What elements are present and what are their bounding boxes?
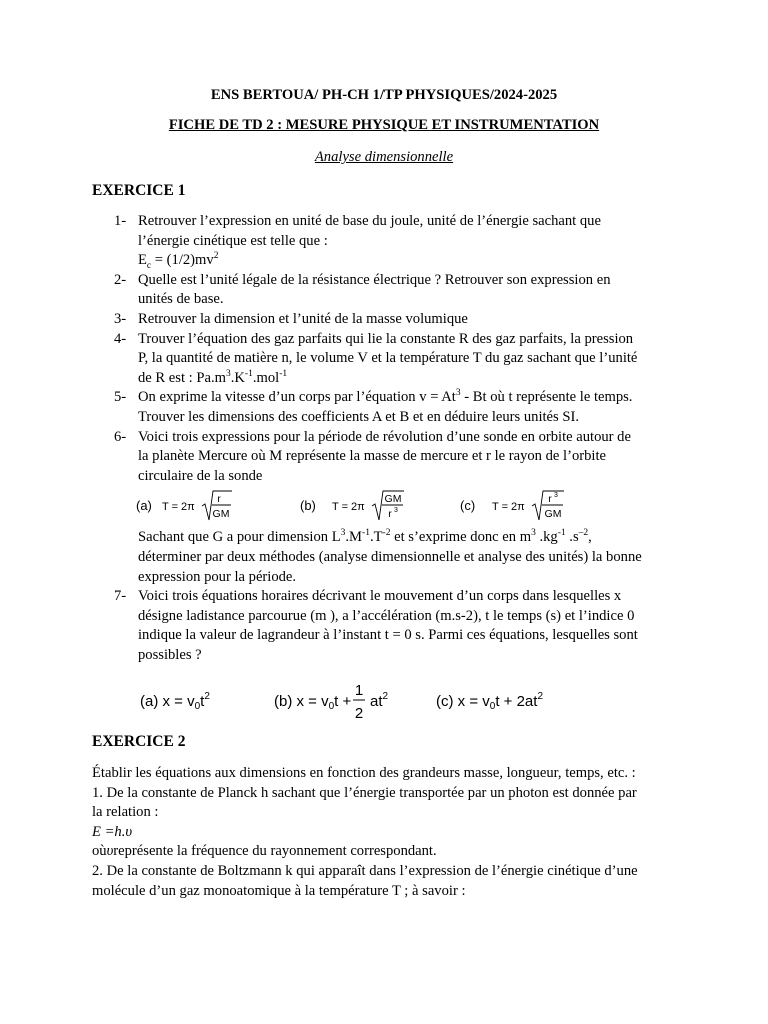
header-institution: ENS BERTOUA/ PH-CH 1/TP PHYSIQUES/2024-2025 — [210, 87, 558, 103]
text-line: désigne ladistance parcourue (m ), a l’accélération (m.s-2), t le temps (s) et l’indice 0 — [138, 607, 635, 624]
formula-b-label: (b) — [300, 498, 316, 514]
exercise-2-body — [92, 764, 692, 901]
formula-b-exp: 3 — [394, 507, 398, 515]
text-line: Établir les équations aux dimensions en fonction des grandeurs masse, longueur, temps, etc. : — [92, 765, 636, 781]
period-formulas — [138, 486, 682, 528]
text-line: expression pour la période. — [138, 568, 297, 585]
question-6 — [92, 428, 682, 588]
formula-b-num: GM — [384, 493, 402, 506]
equation-b-denominator: 2 — [354, 705, 364, 722]
text-line: On exprime la vitesse d’un corps par l’équation $v = At^3 - Bt$ où t représente le temps. — [138, 388, 633, 406]
text-line: unités de base. — [138, 291, 224, 308]
text-line: Trouver les dimensions des coefficients A et B et en déduire leurs unités SI. — [138, 408, 579, 425]
header-subtitle: Analyse dimensionnelle — [314, 149, 454, 165]
formula-a-lhs: T = 2π — [162, 501, 195, 514]
text-line: molécule d’un gaz monoatomique à la température T ; à savoir : — [92, 882, 466, 899]
formula-c-exp: 3 — [554, 492, 558, 500]
planck-equation: E =h.υ — [92, 823, 133, 840]
text-line: indique la valeur de lagrandeur à l’instant t = 0 s. Parmi ces équations, lesquelles sont — [138, 627, 638, 644]
text-line: la planète Mercure où M représente la masse de mercure et r le rayon de l’orbite — [138, 448, 606, 465]
text-line: déterminer par deux méthodes (analyse dimensionnelle et analyse des unités) la bonne — [138, 548, 642, 565]
equation-b-tail: $at^2$ — [370, 691, 389, 710]
question-3 — [92, 310, 682, 330]
text-line: 2. De la constante de Boltzmann k qui apparaît dans l’expression de l’énergie cinétique d’une — [92, 862, 638, 879]
exercise-1-questions — [92, 212, 682, 665]
equation-c: (c) $x = v_0t + 2at^2$ — [436, 691, 544, 712]
text-line: Voici trois équations horaires décrivant le mouvement d’un corps dans lesquelles x — [138, 588, 622, 605]
formula-b-lhs: T = 2π — [332, 501, 365, 514]
question-number: 2- — [114, 271, 127, 288]
question-number: 4- — [114, 330, 127, 347]
equation-a: (a) $x = v_0t^2$ — [140, 691, 210, 712]
text-line: Retrouver la dimension et l’unité de la masse volumique — [138, 310, 468, 327]
exercise-1-title: EXERCICE 1 — [92, 182, 186, 199]
formula-c-lhs: T = 2π — [492, 501, 525, 514]
text-line: l’énergie cinétique est telle que : — [138, 232, 328, 249]
formula-a-label: (a) — [136, 498, 152, 514]
formula-c-num: r — [548, 493, 552, 506]
equation-b-numerator: 1 — [354, 682, 364, 699]
question-number: 5- — [114, 389, 127, 406]
motion-equations — [140, 678, 580, 722]
text-line: circulaire de la sonde — [138, 467, 263, 484]
text-line: Quelle est l’unité légale de la résistance électrique ? Retrouver son expression en — [138, 271, 611, 288]
exercise-2-title: EXERCICE 2 — [92, 733, 186, 750]
text-line: P, la quantité de matière n, le volume V et la température T du gaz sachant que l’unité — [138, 350, 638, 367]
text-line: de R est : $Pa.m^3.K^{-1}.mol^{-1}$ — [138, 368, 288, 386]
text-line: Retrouver l’expression en unité de base du joule, unité de l’énergie sachant que — [138, 213, 601, 229]
text-line: 1. De la constante de Planck h sachant que l’énergie transportée par un photon est donnée par — [92, 784, 637, 801]
formula-c-label: (c) — [460, 498, 476, 514]
formula-a-den: GM — [212, 508, 230, 521]
question-number: 6- — [114, 428, 127, 445]
period-formulas-svg — [136, 486, 676, 528]
text-line: oùυreprésente la fréquence du rayonnement correspondant. — [92, 843, 437, 860]
equation-b: (b) $x = v_0t$ + — [274, 693, 352, 712]
header-sheet-title: FICHE DE TD 2 : MESURE PHYSIQUE ET INSTRUMENTATION — [168, 117, 600, 133]
question-number: 3- — [114, 310, 127, 327]
question-number: 1- — [114, 213, 127, 229]
kinetic-energy-equation: $E_c = (1/2)mv^2$ — [138, 251, 219, 272]
question-7 — [92, 587, 682, 665]
question-5 — [92, 388, 682, 427]
text-line: Sachant que G a pour dimension $L^3.M^{-1}.T^{-2}$ et s’exprime donc en $m^3$ $.kg^{-1}$ $.s^{-2}$, — [138, 528, 592, 546]
question-1 — [92, 212, 682, 271]
text-line: possibles ? — [138, 646, 202, 663]
formula-c-den: GM — [544, 508, 562, 521]
question-number: 7- — [114, 588, 127, 605]
text-line: la relation : — [92, 804, 159, 821]
formula-b-den: r — [388, 508, 392, 521]
text-line: Trouver l’équation des gaz parfaits qui lie la constante R des gaz parfaits, la pression — [138, 330, 634, 347]
text-line: Voici trois expressions pour la période de révolution d’une sonde en orbite autour de — [138, 428, 631, 445]
question-4 — [92, 330, 682, 389]
question-2 — [92, 271, 682, 310]
formula-a-num: r — [217, 493, 221, 506]
